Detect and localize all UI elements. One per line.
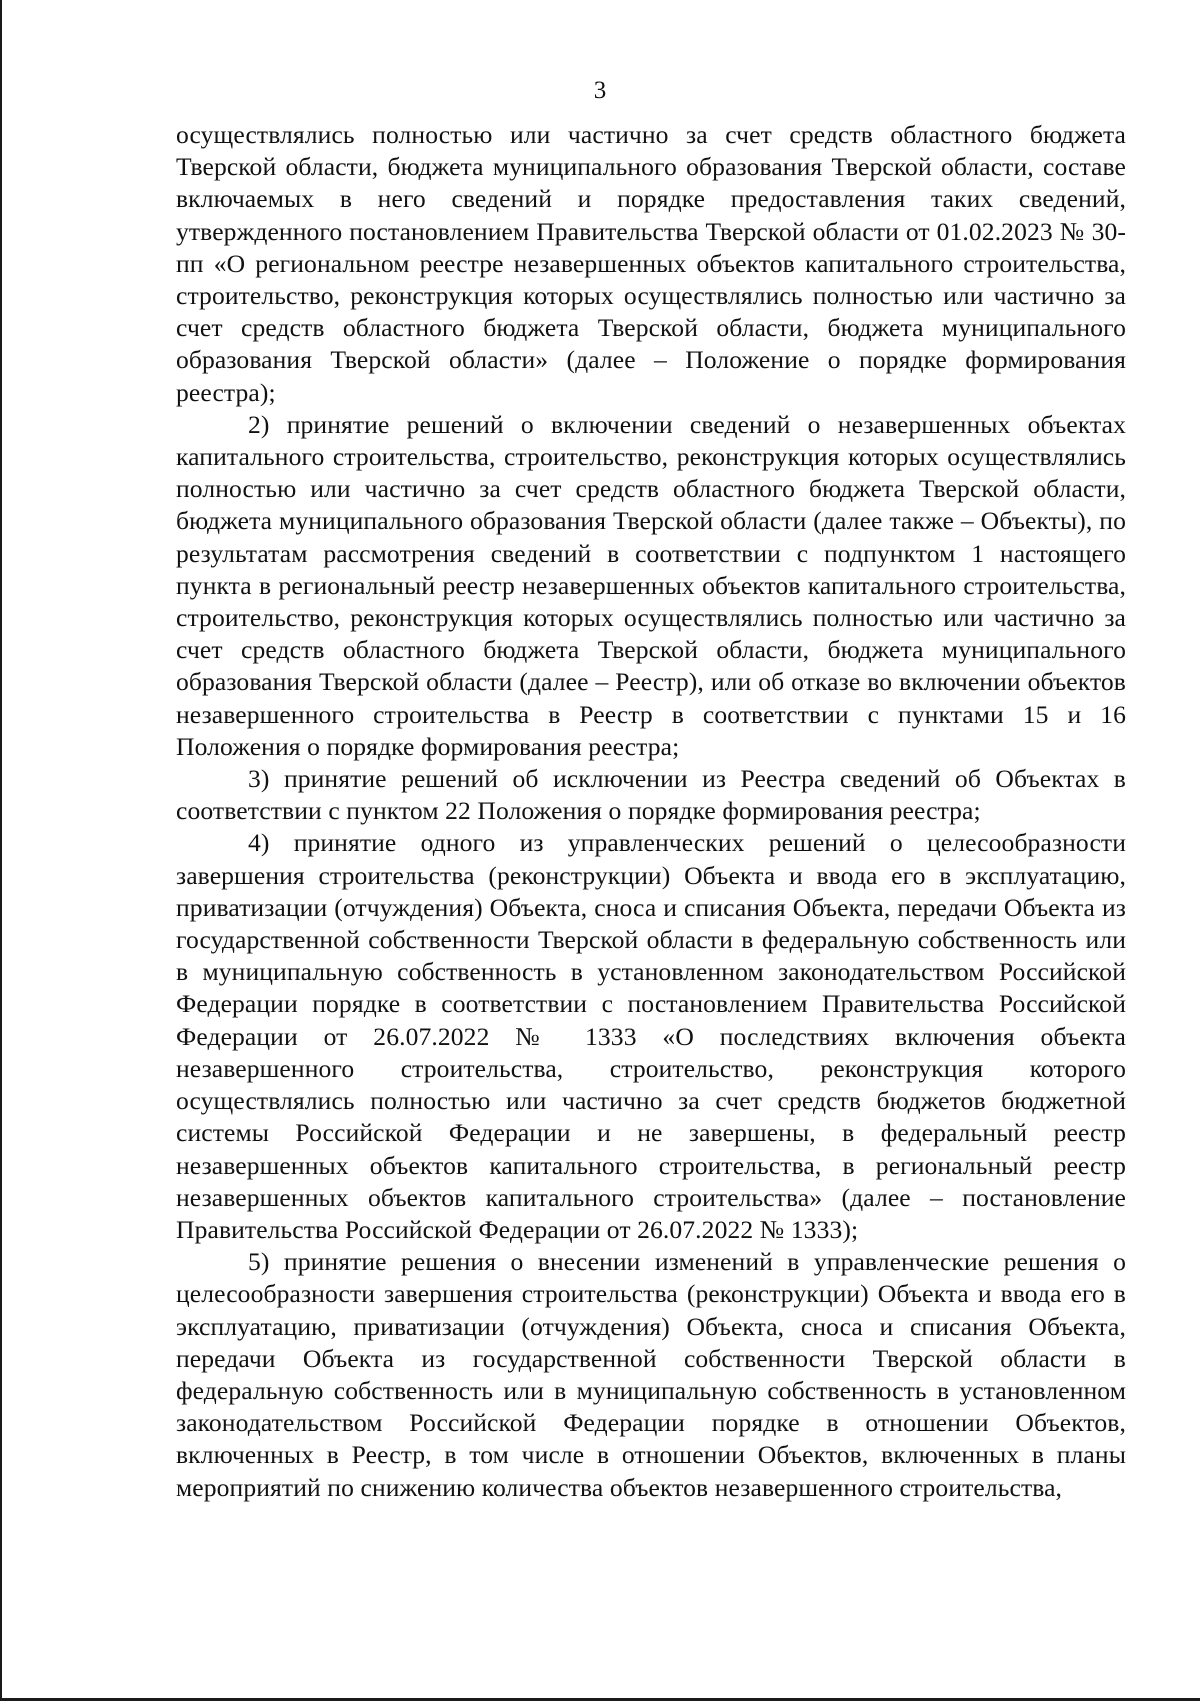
page-number: 3 <box>593 77 607 104</box>
paragraph-item-3: 3) принятие решений об исключении из Реестра сведений об Объектах в соответствии с пунктом 22 Положения о порядке формирования реестра; <box>176 764 1126 826</box>
scan-edge-left <box>0 0 2 1701</box>
document-body <box>176 119 1126 1504</box>
paragraph-item-4: 4) принятие одного из управленческих решений о целесообразности завершения строительства (реконструкции) Объекта и ввода его в эксплуатацию, приватизации (отчуждения) Объекта, сноса и списания Объекта, передачи Объекта из государственной собственности Тверской области в федеральную собственность или в муниципальную собственность в установленном законодательством Российской Федерации порядке в соответствии с постановлением Правительства Российской Федерации от 26.07.2022 № 1333 «О последствиях включения объекта незавершенного строительства, строительство, реконструкция которого осуществлялись полностью или частично за счет средств бюджетов бюджетной системы Российской Федерации и не завершены, в федеральный реестр незавершенных объектов капитального строительства, в региональный реестр незавершенных объектов капитального строительства» (далее – постановление Правительства Российской Федерации от 26.07.2022 № 1333); <box>176 828 1126 1244</box>
paragraph-continuation: осуществлялись полностью или частично за счет средств областного бюджета Тверской области, бюджета муниципального образования Тверской области, составе включаемых в него сведений и порядке предоставления таких сведений, утвержденного постановлением Правительства Тверской области от 01.02.2023 № 30-пп «О региональном реестре незавершенных объектов капитального строительства, строительство, реконструкция которых осуществлялись полностью или частично за счет средств областного бюджета Тверской области, бюджета муниципального образования Тверской области» (далее – Положение о порядке формирования реестра); <box>176 120 1126 407</box>
paragraph-item-5: 5) принятие решения о внесении изменений в управленческие решения о целесообразности завершения строительства (реконструкции) Объекта и ввода его в эксплуатацию, приватизации (отчуждения) Объекта, сноса и списания Объекта, передачи Объекта из государственной собственности Тверской области в федеральную собственность или в муниципальную собственность в установленном законодательством Российской Федерации порядке в отношении Объектов, включенных в Реестр, в том числе в отношении Объектов, включенных в планы мероприятий по снижению количества объектов незавершенного строительства, <box>176 1247 1126 1502</box>
paragraph-item-2: 2) принятие решений о включении сведений о незавершенных объектах капитального строительства, строительство, реконструкция которых осуществлялись полностью или частично за счет средств областного бюджета Тверской области, бюджета муниципального образования Тверской области (далее также – Объекты), по результатам рассмотрения сведений в соответствии с подпунктом 1 настоящего пункта в региональный реестр незавершенных объектов капитального строительства, строительство, реконструкция которых осуществлялись полностью или частично за счет средств областного бюджета Тверской области, бюджета муниципального образования Тверской области (далее – Реестр), или об отказе во включении объектов незавершенного строительства в Реестр в соответствии с пунктами 15 и 16 Положения о порядке формирования реестра; <box>176 409 1126 761</box>
